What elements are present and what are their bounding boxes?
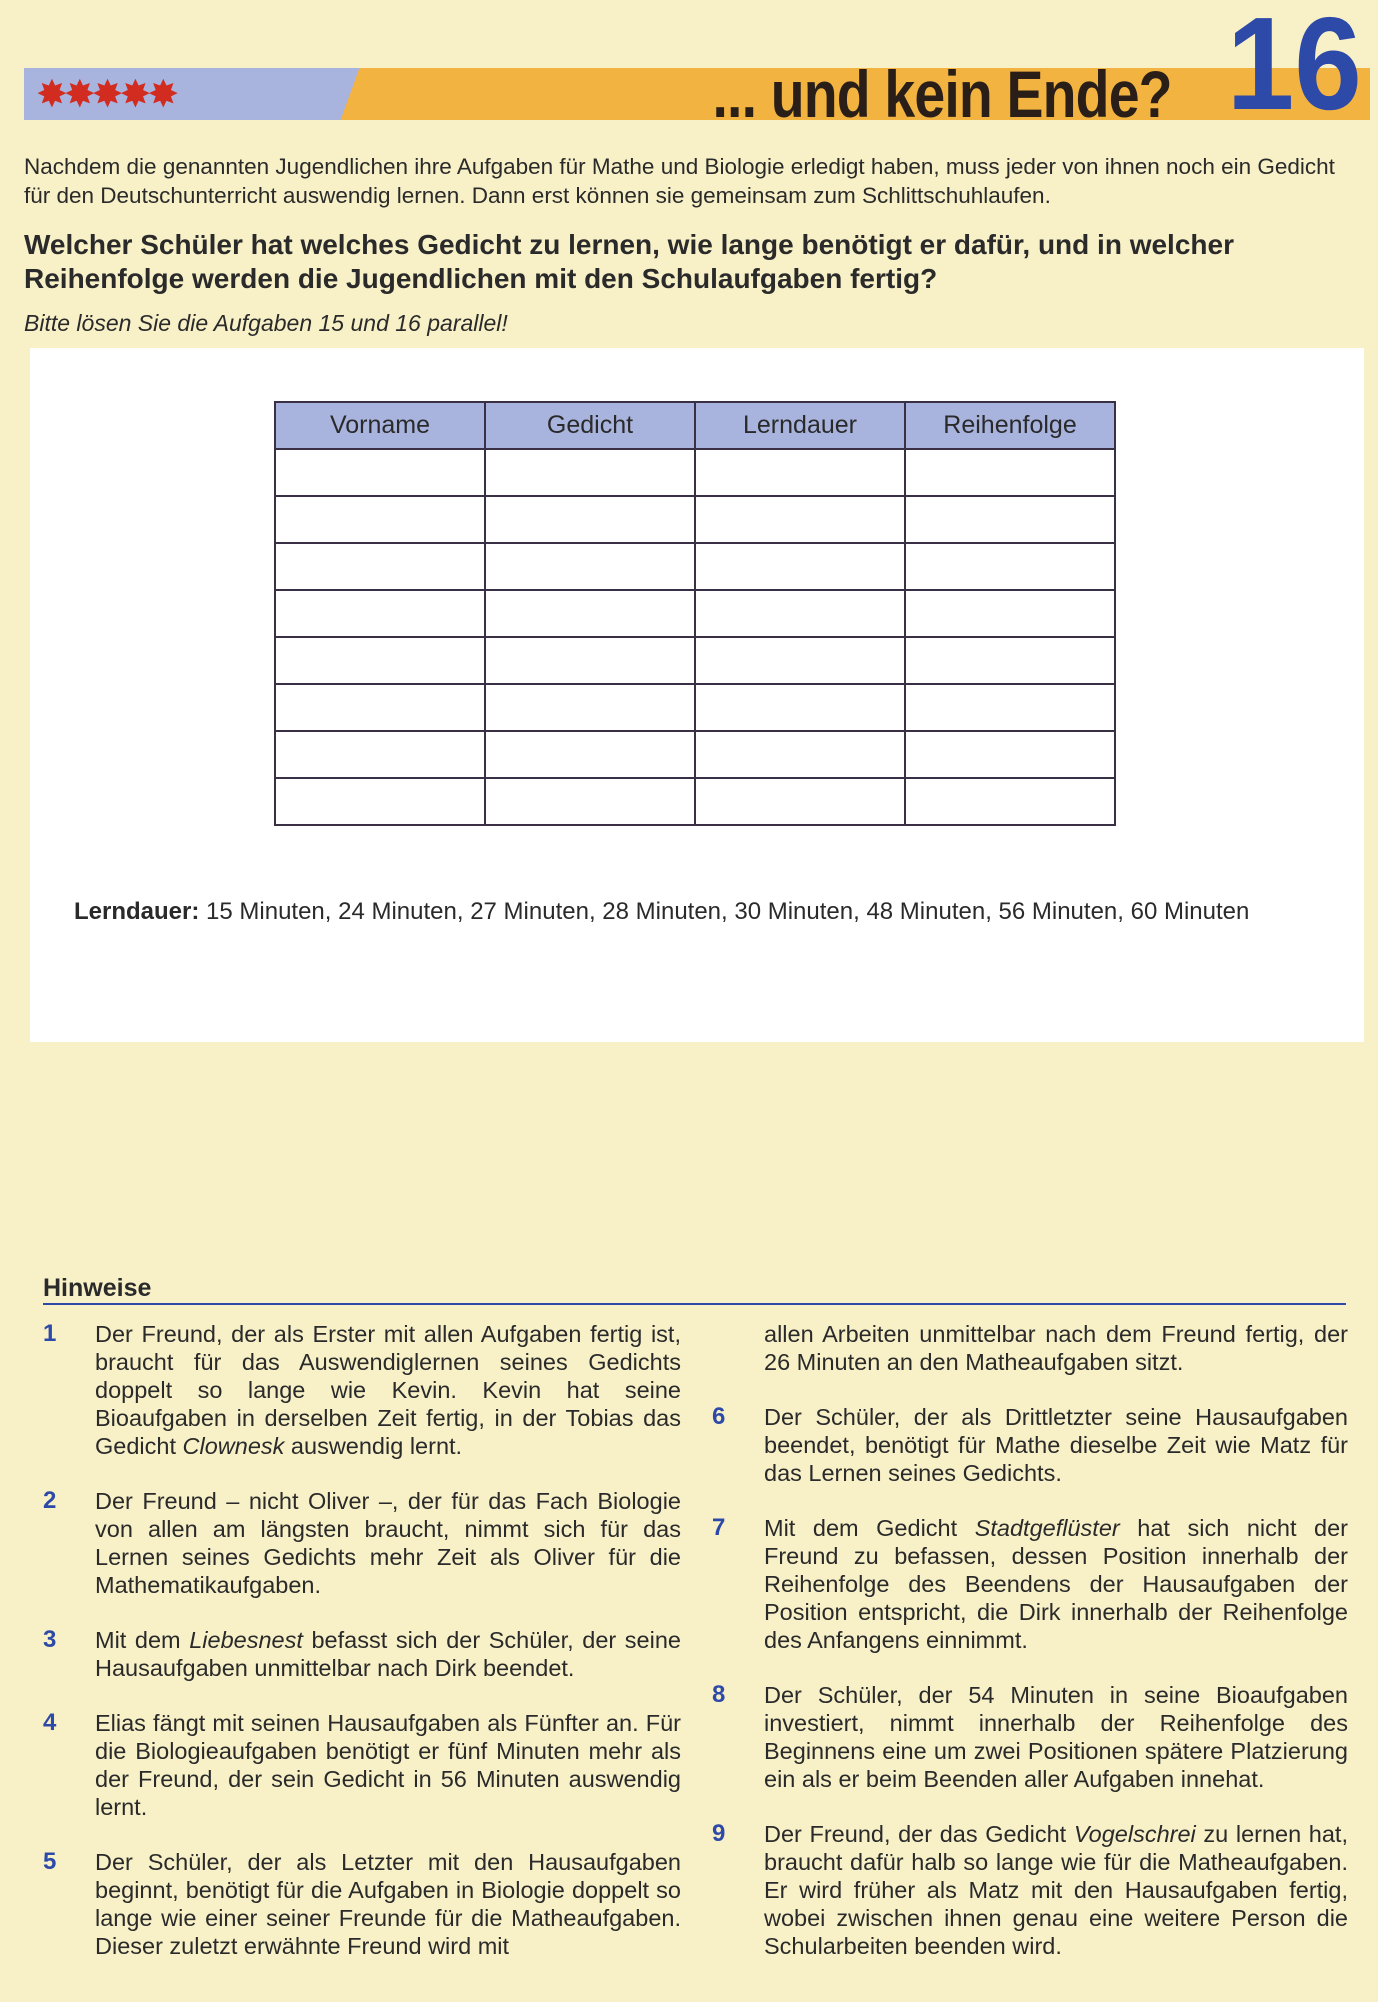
table-cell[interactable] <box>485 543 695 590</box>
hint-5 <box>43 1848 681 1960</box>
difficulty-stars-icon: ✸✸✸✸✸ <box>36 72 176 116</box>
hint-text: Elias fängt mit seinen Hausaufgaben als Fünfter an. Für die Biologieaufgaben benötigt er fünf Minuten mehr als der Freund, der sein Gedicht in 56 Minuten auswendig lernt. <box>95 1710 681 1820</box>
hint-7 <box>712 1514 1348 1654</box>
solution-panel <box>30 348 1364 1042</box>
duration-values: 15 Minuten, 24 Minuten, 27 Minuten, 28 Minuten, 30 Minuten, 48 Minuten, 56 Minuten, 60 Minuten <box>206 898 1250 925</box>
puzzle-number: 16 <box>1226 0 1362 137</box>
hint-text: hat sich nicht der Freund zu befassen, dessen Position innerhalb der Reihenfolge des Beendens der Hausaufgaben der Position entspricht, die Dirk innerhalb der Reihenfolge des Anfangens einnimmt. <box>764 1515 1348 1653</box>
hint-text: befasst sich der Schüler, der seine Hausaufgaben unmittelbar nach Dirk beendet. <box>95 1627 681 1681</box>
table-cell[interactable] <box>905 637 1115 684</box>
hints-heading: Hinweise <box>43 1274 152 1302</box>
header-gedicht: Gedicht <box>485 402 695 449</box>
poem-title: Liebesnest <box>189 1627 303 1653</box>
table-cell[interactable] <box>275 684 485 731</box>
header-band-transition <box>324 68 384 120</box>
table-cell[interactable] <box>485 496 695 543</box>
table-row <box>275 731 1115 778</box>
table-cell[interactable] <box>275 543 485 590</box>
hint-8 <box>712 1681 1348 1793</box>
table-row <box>275 449 1115 496</box>
table-cell[interactable] <box>275 449 485 496</box>
table-cell[interactable] <box>695 684 905 731</box>
header-vorname: Vorname <box>275 402 485 449</box>
table-cell[interactable] <box>905 684 1115 731</box>
table-cell[interactable] <box>905 449 1115 496</box>
table-cell[interactable] <box>905 590 1115 637</box>
table-cell[interactable] <box>275 590 485 637</box>
hint-3 <box>43 1626 681 1682</box>
table-cell[interactable] <box>695 637 905 684</box>
hint-text: Der Freund, der das Gedicht <box>764 1821 1074 1847</box>
table-row <box>275 684 1115 731</box>
table-cell[interactable] <box>485 449 695 496</box>
table-row <box>275 778 1115 825</box>
table-cell[interactable] <box>485 684 695 731</box>
hint-4 <box>43 1709 681 1821</box>
hint-1 <box>43 1320 681 1460</box>
table-row <box>275 590 1115 637</box>
page-title: ... und kein Ende? <box>712 57 1172 131</box>
duration-label: Lerndauer: <box>74 898 200 925</box>
solution-table <box>274 401 1116 826</box>
header-lerndauer: Lerndauer <box>695 402 905 449</box>
hints-column-left <box>43 1320 681 1987</box>
hint-number: 7 <box>712 1514 726 1541</box>
hint-number: 1 <box>43 1320 57 1347</box>
table-cell[interactable] <box>485 590 695 637</box>
hint-5-continuation: allen Arbeiten unmittelbar nach dem Freund fertig, der 26 Minuten an den Matheaufgaben sitzt. <box>764 1321 1348 1375</box>
poem-title: Vogelschrei <box>1073 1821 1196 1847</box>
hint-number: 4 <box>43 1709 57 1736</box>
hint-text: Der Schüler, der als Letzter mit den Hausaufgaben beginnt, benötigt für die Aufgaben in Biologie doppelt so lange wie einer seiner Freunde für die Matheaufgaben. Dieser zuletzt erwähnte Freund wird mit <box>95 1849 681 1959</box>
poem-title: Stadtgeflüster <box>974 1515 1120 1541</box>
table-header-row <box>275 402 1115 449</box>
table-cell[interactable] <box>695 449 905 496</box>
table-cell[interactable] <box>695 778 905 825</box>
table-cell[interactable] <box>695 731 905 778</box>
hints-divider <box>43 1303 1346 1305</box>
hint-number: 5 <box>43 1848 57 1875</box>
hint-text: Der Schüler, der 54 Minuten in seine Bioaufgaben investiert, nimmt innerhalb der Reihenfolge des Beginnens eine um zwei Positionen spätere Platzierung ein als er beim Beenden aller Aufgaben innehat. <box>764 1682 1348 1792</box>
hint-text: auswendig lernt. <box>284 1433 463 1459</box>
table-cell[interactable] <box>695 543 905 590</box>
header-reihenfolge: Reihenfolge <box>905 402 1115 449</box>
table-row <box>275 496 1115 543</box>
table-cell[interactable] <box>485 731 695 778</box>
hint-text: Der Freund – nicht Oliver –, der für das Fach Biologie von allen am längsten braucht, nimmt sich für das Lernen seines Gedichts mehr Zeit als Oliver für die Mathematikaufgaben. <box>95 1488 681 1598</box>
table-cell[interactable] <box>695 496 905 543</box>
question-text: Welcher Schüler hat welches Gedicht zu lernen, wie lange benötigt er dafür, und in welcher Reihenfolge werden die Jugendlichen mit den Schulaufgaben fertig? <box>24 229 1234 294</box>
duration-options <box>74 898 1249 926</box>
hint-6 <box>712 1403 1348 1487</box>
hint-number: 6 <box>712 1403 726 1430</box>
table-cell[interactable] <box>905 731 1115 778</box>
table-body <box>275 449 1115 825</box>
hint-2 <box>43 1487 681 1599</box>
table-cell[interactable] <box>485 637 695 684</box>
table-cell[interactable] <box>275 496 485 543</box>
table-row <box>275 543 1115 590</box>
hint-text: Mit dem Gedicht <box>764 1515 975 1541</box>
table-cell[interactable] <box>905 496 1115 543</box>
table-cell[interactable] <box>695 590 905 637</box>
hint-number: 3 <box>43 1626 57 1653</box>
intro-text: Nachdem die genannten Jugendlichen ihre Aufgaben für Mathe und Biologie erledigt haben, muss jeder von ihnen noch ein Gedicht für den Deutschunterricht auswendig lernen. Dann erst können sie gemeinsam zum Schlittschuhlaufen. <box>24 154 1335 208</box>
hint-9 <box>712 1820 1348 1960</box>
table-cell[interactable] <box>905 543 1115 590</box>
table-cell[interactable] <box>275 778 485 825</box>
hint-text: zu lernen hat, braucht dafür halb so lange wie für die Matheaufgaben. Er wird früher als Matz mit den Hausaufgaben fertig, wobei zwischen ihnen genau eine weitere Person die Schularbeiten beenden wird. <box>764 1821 1348 1959</box>
table-cell[interactable] <box>905 778 1115 825</box>
table-cell[interactable] <box>485 778 695 825</box>
hint-number: 2 <box>43 1487 57 1514</box>
hint-number: 9 <box>712 1820 726 1847</box>
hint-text: Der Freund, der als Erster mit allen Aufgaben fertig ist, braucht für das Auswendiglernen seines Gedichts doppelt so lange wie Kevin. Kevin hat seine Bioaufgaben in derselben Zeit fertig, in der Tobias das Gedicht <box>95 1321 681 1459</box>
hint-text: Mit dem <box>95 1627 190 1653</box>
instruction-note: Bitte lösen Sie die Aufgaben 15 und 16 parallel! <box>24 310 508 336</box>
table-row <box>275 637 1115 684</box>
hint-number: 8 <box>712 1681 726 1708</box>
poem-title: Clownesk <box>182 1433 285 1459</box>
hints-column-right <box>712 1320 1348 1987</box>
table-cell[interactable] <box>275 637 485 684</box>
hint-text: Der Schüler, der als Drittletzter seine Hausaufgaben beendet, benötigt für Mathe dieselbe Zeit wie Matz für das Lernen seines Gedichts. <box>764 1404 1348 1486</box>
table-cell[interactable] <box>275 731 485 778</box>
